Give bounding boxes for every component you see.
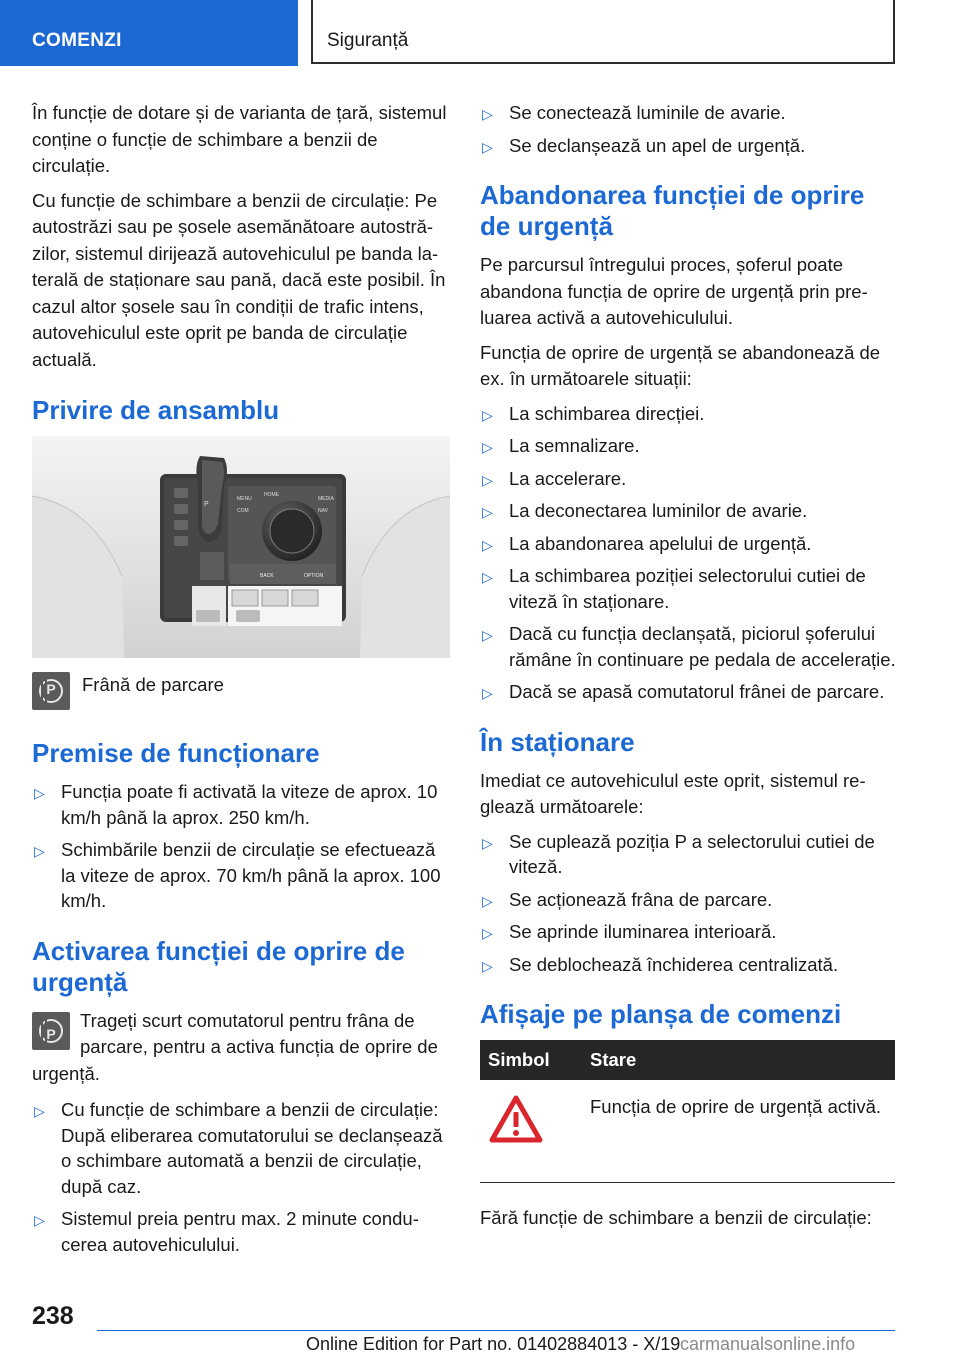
page-number: 238	[32, 1302, 74, 1330]
triangle-right-icon: ▷	[34, 843, 45, 859]
abandon-list	[480, 401, 898, 705]
abandon-heading: Abandonarea funcției de oprire de urgență	[480, 180, 865, 241]
left-column	[32, 100, 450, 1264]
list-item: ▷ Se aprinde iluminarea interioară.	[480, 919, 898, 945]
list-item: ▷ Cu funcție de schimbare a benzii de circulație: După eliberarea comutatorului se declanșează o schimbare automată a benzii de circulație, după caz.	[34, 1099, 443, 1197]
list-item: ▷ Se acționează frâna de parcare.	[480, 887, 898, 913]
triangle-right-icon: ▷	[482, 106, 493, 122]
center-console-photo	[32, 436, 450, 658]
display-heading: Afișaje pe planșa de comenzi	[480, 999, 842, 1029]
abandon-paragraph-1: Pe parcursul întregului proces, șoferul poate abandona funcția de oprire de urgență prin preluarea activă a autovehiculului.	[480, 254, 868, 328]
chapter-title: Siguranță	[327, 30, 409, 51]
parking-brake-legend	[32, 672, 450, 716]
list-item: ▷ La semnalizare.	[480, 433, 898, 459]
watermark: carmanualsonline.info	[680, 1334, 895, 1360]
triangle-right-icon: ▷	[482, 925, 493, 941]
list-item: ▷ La abandonarea apelului de urgență.	[480, 531, 898, 557]
triangle-right-icon: ▷	[482, 536, 493, 553]
list-item: ▷ Se declanșează un apel de urgență.	[480, 133, 898, 159]
table-row	[480, 1080, 895, 1164]
chapter-tab	[311, 0, 895, 64]
activate-paragraph	[32, 1008, 450, 1088]
warning-triangle-icon	[488, 1094, 544, 1144]
prereq-heading: Premise de funcționare	[32, 738, 320, 768]
triangle-right-icon: ▷	[34, 1212, 45, 1228]
no-lane-change-paragraph: Fără funcție de schimbare a benzii de circulație:	[480, 1207, 872, 1228]
state-cell: Funcția de oprire de urgență activă.	[590, 1096, 882, 1117]
triangle-right-icon: ▷	[482, 685, 493, 701]
symbol-column-header: Simbol	[480, 1040, 580, 1080]
intro-paragraph-1: În funcție de dotare și de varianta de țară, sistemul conține o funcție de schimbare a benzii de circulație.	[32, 102, 447, 176]
list-item: ▷ La schimbarea direcției.	[480, 401, 898, 427]
list-item: ▷ Dacă cu funcția declanșată, piciorul șoferului rămâne în continuare pe pedala de accelerație.	[482, 623, 896, 670]
symbol-cell	[480, 1080, 580, 1164]
com-label: COM	[237, 508, 249, 514]
parking-brake-label: Frână de parcare	[82, 674, 224, 695]
symbol-table	[480, 1040, 895, 1164]
nav-label: NAV	[318, 508, 328, 514]
list-item: ▷ La schimbarea poziției selectorului cutiei de viteză în staționare.	[482, 565, 866, 612]
triangle-right-icon: ▷	[482, 439, 493, 455]
triangle-right-icon: ▷	[482, 569, 493, 585]
standstill-heading: În staționare	[480, 726, 635, 757]
list-item: ▷ Se conectează luminile de avarie.	[480, 100, 898, 126]
console-illustration	[32, 436, 450, 658]
gear-p-label: P	[204, 501, 209, 508]
list-item: ▷ Funcția poate fi activată la viteze de aprox. 10 km/h până la aprox. 250 km/h.	[34, 781, 438, 828]
intro-paragraph-2: Cu funcție de schimbare a benzii de circulație: Pe autostrăzi sau pe șosele asemănătoare autostrăzilor, sistemul dirijează autovehiculul pe banda laterală de staționare sau pană, dacă este posibil. În cazul altor șosele sau în condiții de trafic intens, autovehiculul este oprit pe banda de circulație actuală.	[32, 189, 446, 370]
menu-label: MENU	[237, 496, 252, 502]
triangle-right-icon: ▷	[482, 406, 493, 423]
parking-brake-icon: P	[32, 1012, 70, 1050]
activate-text: Trageți scurt comutatorul pentru frâna de parcare, pentru a activa funcția de oprire de urgență.	[32, 1009, 438, 1084]
triangle-right-icon: ▷	[34, 1103, 45, 1119]
edition-text: Online Edition for Part no. 01402884013 - X/19	[306, 1334, 681, 1354]
abandon-paragraph-2: Funcția de oprire de urgență se abandonează de ex. în următoarele situații:	[480, 341, 881, 389]
triangle-right-icon: ▷	[482, 504, 493, 520]
home-label: HOME	[264, 492, 279, 498]
media-label: MEDIA	[318, 496, 334, 502]
prereq-list	[32, 779, 450, 914]
standstill-list	[480, 829, 898, 978]
section-tab	[0, 0, 298, 66]
standstill-paragraph: Imediat ce autovehiculul este oprit, sistemul reglează următoarele:	[480, 769, 866, 817]
triangle-right-icon: ▷	[34, 785, 45, 801]
back-label: BACK	[260, 573, 274, 579]
activate-list	[32, 1097, 450, 1257]
list-item: ▷ Schimbările benzii de circulație se efectuează la viteze de aprox. 70 km/h până la aprox. 100 km/h.	[34, 839, 441, 911]
triangle-right-icon: ▷	[482, 892, 493, 909]
triangle-right-icon: ▷	[482, 957, 493, 974]
triangle-right-icon: ▷	[482, 834, 493, 851]
triangle-right-icon: ▷	[482, 627, 493, 643]
triangle-right-icon: ▷	[482, 138, 493, 155]
triangle-right-icon: ▷	[482, 471, 493, 488]
overview-heading: Privire de ansamblu	[32, 395, 280, 425]
list-item: ▷ Se deblochează închiderea centralizată.	[480, 952, 898, 978]
list-item: ▷ La deconectarea luminilor de avarie.	[480, 498, 898, 524]
list-item: ▷ Sistemul preia pentru max. 2 minute conducerea autovehiculului.	[34, 1208, 419, 1255]
parking-brake-icon: P	[32, 672, 70, 710]
section-title: COMENZI	[32, 30, 122, 51]
list-item: ▷ Se cuplează poziția P a selectorului cutiei de viteză.	[482, 830, 875, 877]
activate-heading: Activarea funcției de oprire de urgență	[32, 935, 405, 997]
table-rule	[480, 1182, 895, 1183]
option-label: OPTION	[304, 573, 324, 579]
list-item: ▷ La accelerare.	[480, 466, 898, 492]
right-column	[480, 100, 898, 1240]
footer-rule	[97, 1330, 895, 1331]
list-item: ▷ Dacă se apasă comutatorul frânei de parcare.	[480, 679, 898, 705]
state-column-header: Stare	[580, 1040, 895, 1080]
emergency-effects-list	[480, 100, 898, 158]
